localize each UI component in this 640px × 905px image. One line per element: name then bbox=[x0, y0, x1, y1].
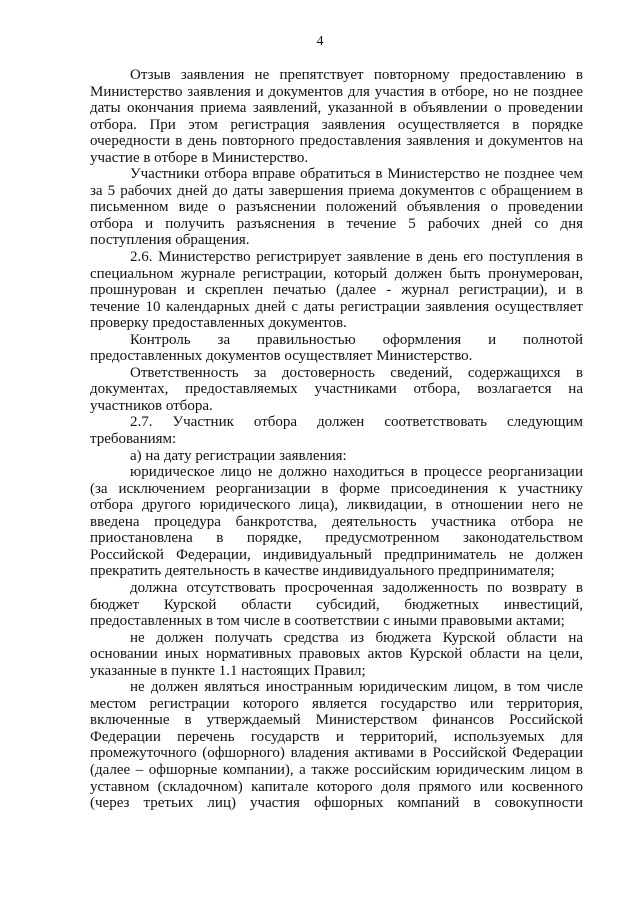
text-line: (за исключением реорганизации в форме присоединения к участнику bbox=[90, 480, 583, 497]
paragraph bbox=[90, 679, 583, 811]
text-line: Участники отбора вправе обратиться в Министерство не позднее чем bbox=[130, 166, 583, 183]
text-line: включенные в утверждаемый Министерством финансов Российской bbox=[90, 712, 583, 729]
text-line: предоставленных документов осуществляет Министерство. bbox=[90, 348, 473, 365]
text-line: Ответственность за достоверность сведений, содержащихся в bbox=[130, 364, 583, 381]
text-line: поступления обращения. bbox=[90, 232, 250, 249]
paragraph bbox=[90, 166, 583, 249]
text-line: не должен получать средства из бюджета Курской области на bbox=[130, 629, 583, 646]
text-line: промежуточного (офшорного) владения активами в Российской Федерации bbox=[90, 745, 583, 762]
paragraph bbox=[90, 448, 583, 465]
text-line: предоставленных в том числе в соответствии с иными правовыми актами; bbox=[90, 613, 565, 630]
text-line: 2.7. Участник отбора должен соответствовать следующим bbox=[130, 414, 583, 431]
text-line: должна отсутствовать просроченная задолженность по возврату в bbox=[130, 579, 583, 596]
text-line: отбора. При этом регистрация заявления осуществляется в порядке bbox=[90, 116, 583, 133]
text-line: Министерство заявления и документов для участия в отборе, но не позднее bbox=[90, 83, 583, 100]
text-line: проверку предоставленных документов. bbox=[90, 315, 347, 332]
text-line: Отзыв заявления не препятствует повторному предоставлению в bbox=[130, 67, 583, 83]
paragraph bbox=[90, 580, 583, 630]
paragraph bbox=[90, 414, 583, 447]
text-line: отбора другого юридического лица), ликвидации, в отношении него не bbox=[90, 497, 583, 514]
text-line: местом регистрации которого является государство или территория, bbox=[90, 695, 583, 712]
text-line: течение 10 календарных дней с даты регистрации заявления осуществляет bbox=[90, 298, 583, 315]
text-line: очередности в день повторного предоставления заявления и документов на bbox=[90, 133, 583, 150]
paragraph bbox=[90, 464, 583, 580]
text-line: документах, предоставляемых участниками отбора, возлагается на bbox=[90, 381, 583, 398]
text-line: за 5 рабочих дней до даты завершения приема документов с обращением в bbox=[90, 182, 583, 199]
text-line: уставном (складочном) капитале которого доля прямого или косвенного bbox=[90, 778, 583, 795]
paragraph bbox=[90, 365, 583, 415]
text-line: (далее – офшорные компании), а также российским юридическим лицом в bbox=[90, 761, 583, 778]
text-line: введена процедура банкротства, деятельность участника отбора не bbox=[90, 513, 583, 530]
text-line: 2.6. Министерство регистрирует заявление в день его поступления в bbox=[130, 249, 583, 266]
text-line: отбора и получить разъяснения в течение 5 рабочих дней со дня bbox=[90, 215, 583, 232]
paragraph bbox=[90, 332, 583, 365]
text-line: специальном журнале регистрации, который должен быть пронумерован, bbox=[90, 265, 583, 282]
text-line: юридическое лицо не должно находиться в процессе реорганизации bbox=[130, 464, 583, 481]
text-line: прошнурован и скреплен печатью (далее - журнал регистрации), и в bbox=[90, 282, 583, 299]
text-line: Федерации перечень государств и территорий, используемых для bbox=[90, 728, 583, 745]
text-line: (через третьих лиц) участия офшорных компаний в совокупности bbox=[90, 795, 583, 812]
text-line: указанные в пункте 1.1 настоящих Правил; bbox=[90, 662, 366, 679]
paragraph bbox=[90, 67, 583, 166]
text-line: участников отбора. bbox=[90, 397, 213, 414]
paragraph bbox=[90, 630, 583, 680]
page-number: 4 bbox=[316, 34, 324, 49]
paragraph bbox=[90, 249, 583, 332]
text-line: не должен являться иностранным юридическим лицом, в том числе bbox=[130, 679, 583, 696]
text-line: участие в отборе в Министерство. bbox=[90, 149, 309, 166]
text-line: Контроль за правильностью оформления и полнотой bbox=[130, 331, 583, 348]
document-body bbox=[90, 67, 583, 812]
text-line: а) на дату регистрации заявления: bbox=[130, 447, 347, 464]
text-line: бюджет Курской области субсидий, бюджетных инвестиций, bbox=[90, 596, 583, 613]
text-line: Российской Федерации, индивидуальный предприниматель не должен bbox=[90, 546, 583, 563]
text-line: прекратить деятельность в качестве индивидуального предпринимателя; bbox=[90, 563, 555, 580]
text-line: приостановлена в порядке, предусмотренном законодательством bbox=[90, 530, 583, 547]
text-line: основании иных нормативных правовых актов Курской области на цели, bbox=[90, 646, 583, 663]
text-line: требованиям: bbox=[90, 431, 177, 448]
text-line: письменном виде о разъяснении положений объявления о проведении bbox=[90, 199, 583, 216]
text-line: даты окончания приема заявлений, указанной в объявлении о проведении bbox=[90, 100, 583, 117]
